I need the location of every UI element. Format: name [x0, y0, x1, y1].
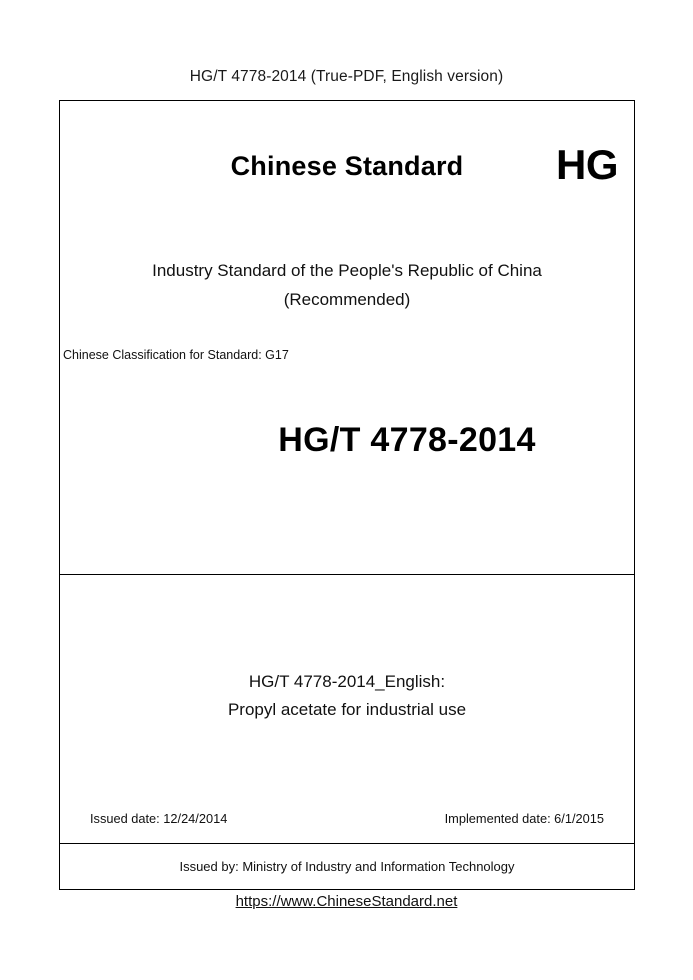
title-row: [60, 141, 634, 211]
implemented-date: Implemented date: 6/1/2015: [444, 811, 604, 826]
standard-classification: Chinese Classification for Standard: G17: [63, 348, 289, 362]
cover-upper-section: [60, 101, 634, 575]
issued-by: Issued by: Ministry of Industry and Information Technology: [179, 859, 515, 874]
dates-row: [60, 811, 634, 826]
cover-subtitle-line2: (Recommended): [283, 290, 411, 309]
footer-website-link-text[interactable]: https://www.ChineseStandard.net: [235, 893, 458, 910]
english-title-block: [60, 668, 634, 724]
page-caption: HG/T 4778-2014 (True-PDF, English version): [189, 68, 504, 85]
standard-number: HG/T 4778-2014: [278, 421, 536, 459]
english-title-line2: Propyl acetate for industrial use: [227, 700, 467, 719]
cover-lower-section: [60, 844, 634, 889]
issued-date: Issued date: 12/24/2014: [90, 811, 228, 826]
cover-main-title: Chinese Standard: [230, 151, 464, 181]
footer-website-link[interactable]: [0, 893, 693, 910]
cover-middle-section: [60, 575, 634, 844]
english-title-line1: HG/T 4778-2014_English:: [248, 672, 446, 691]
cover-subtitle-line1: Industry Standard of the People's Republic of China: [152, 261, 542, 280]
hg-logo-mark: HG: [556, 141, 618, 188]
cover-subtitle: [60, 256, 634, 314]
standard-cover-box: [59, 100, 635, 890]
